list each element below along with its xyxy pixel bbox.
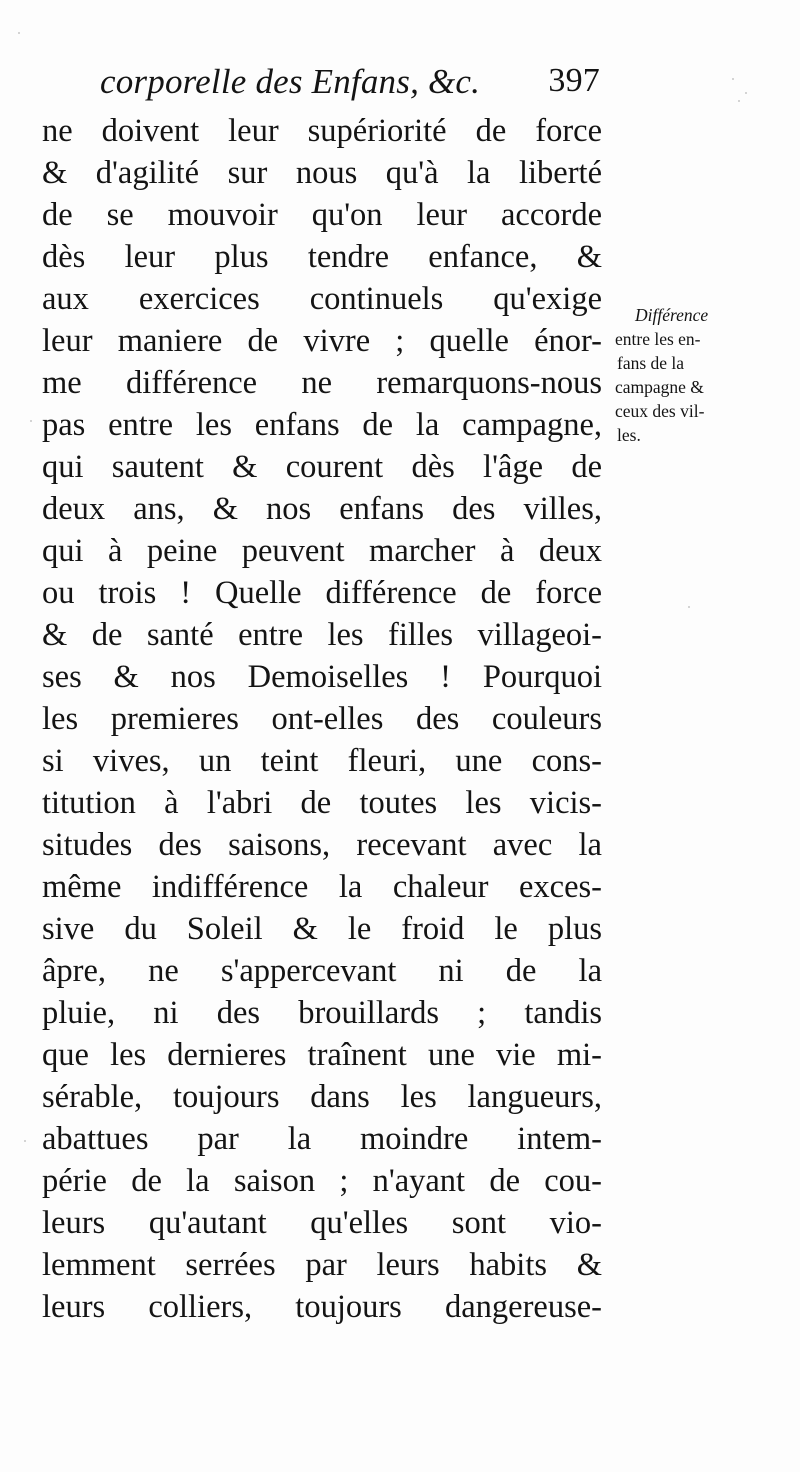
scan-speck <box>688 606 690 608</box>
text-line: ses & nos Demoiselles ! Pourquoi <box>42 659 602 695</box>
scan-speck <box>24 1140 26 1142</box>
text-line: & d'agilité sur nous qu'à la liberté <box>42 155 602 191</box>
text-line: de se mouvoir qu'on leur accorde <box>42 197 602 233</box>
scan-speck <box>738 100 740 102</box>
margin-note-line: Différence <box>635 305 709 325</box>
text-line: même indifférence la chaleur exces- <box>42 869 602 905</box>
text-line: aux exercices continuels qu'exige <box>42 281 602 317</box>
scan-speck <box>18 32 20 34</box>
text-line: leurs colliers, toujours dangereuse- <box>42 1289 602 1325</box>
text-line: les premieres ont-elles des couleurs <box>42 701 602 737</box>
text-line: qui sautent & courent dès l'âge de <box>42 449 602 485</box>
margin-note-line: entre les en- <box>615 329 701 349</box>
text-line: que les dernieres traînent une vie mi- <box>42 1037 602 1073</box>
text-line: sérable, toujours dans les langueurs, <box>42 1079 602 1115</box>
text-line: qui à peine peuvent marcher à deux <box>42 533 602 569</box>
text-line: titution à l'abri de toutes les vicis- <box>42 785 602 821</box>
running-head <box>100 62 600 114</box>
scan-speck <box>732 78 734 80</box>
scan-speck <box>745 92 747 94</box>
text-line: pluie, ni des brouillards ; tandis <box>42 995 602 1031</box>
text-line: leurs qu'autant qu'elles sont vio- <box>42 1205 602 1241</box>
running-head-title: corporelle des Enfans, &c. <box>100 62 481 101</box>
text-line: dès leur plus tendre enfance, & <box>42 239 602 275</box>
text-line: deux ans, & nos enfans des villes, <box>42 491 602 527</box>
margin-note-line: fans de la <box>617 353 685 373</box>
text-line: lemment serrées par leurs habits & <box>42 1247 602 1283</box>
text-line: me différence ne remarquons-nous <box>42 365 602 401</box>
text-line: âpre, ne s'appercevant ni de la <box>42 953 602 989</box>
text-line: ne doivent leur supériorité de force <box>42 113 602 149</box>
text-line: & de santé entre les filles villageoi- <box>42 617 602 653</box>
text-line: périe de la saison ; n'ayant de cou- <box>42 1163 602 1199</box>
margin-note-line: ceux des vil- <box>615 401 705 421</box>
margin-note-line: campagne & <box>615 377 704 397</box>
text-line: sive du Soleil & le froid le plus <box>42 911 602 947</box>
scan-speck <box>30 420 32 422</box>
text-line: pas entre les enfans de la campagne, <box>42 407 602 443</box>
text-line: abattues par la moindre intem- <box>42 1121 602 1157</box>
text-line: leur maniere de vivre ; quelle énor- <box>42 323 602 359</box>
text-line: si vives, un teint fleuri, une cons- <box>42 743 602 779</box>
page-number: 397 <box>548 62 600 99</box>
text-line: ou trois ! Quelle différence de force <box>42 575 602 611</box>
margin-note-line: les. <box>617 425 641 445</box>
text-line: situdes des saisons, recevant avec la <box>42 827 602 863</box>
